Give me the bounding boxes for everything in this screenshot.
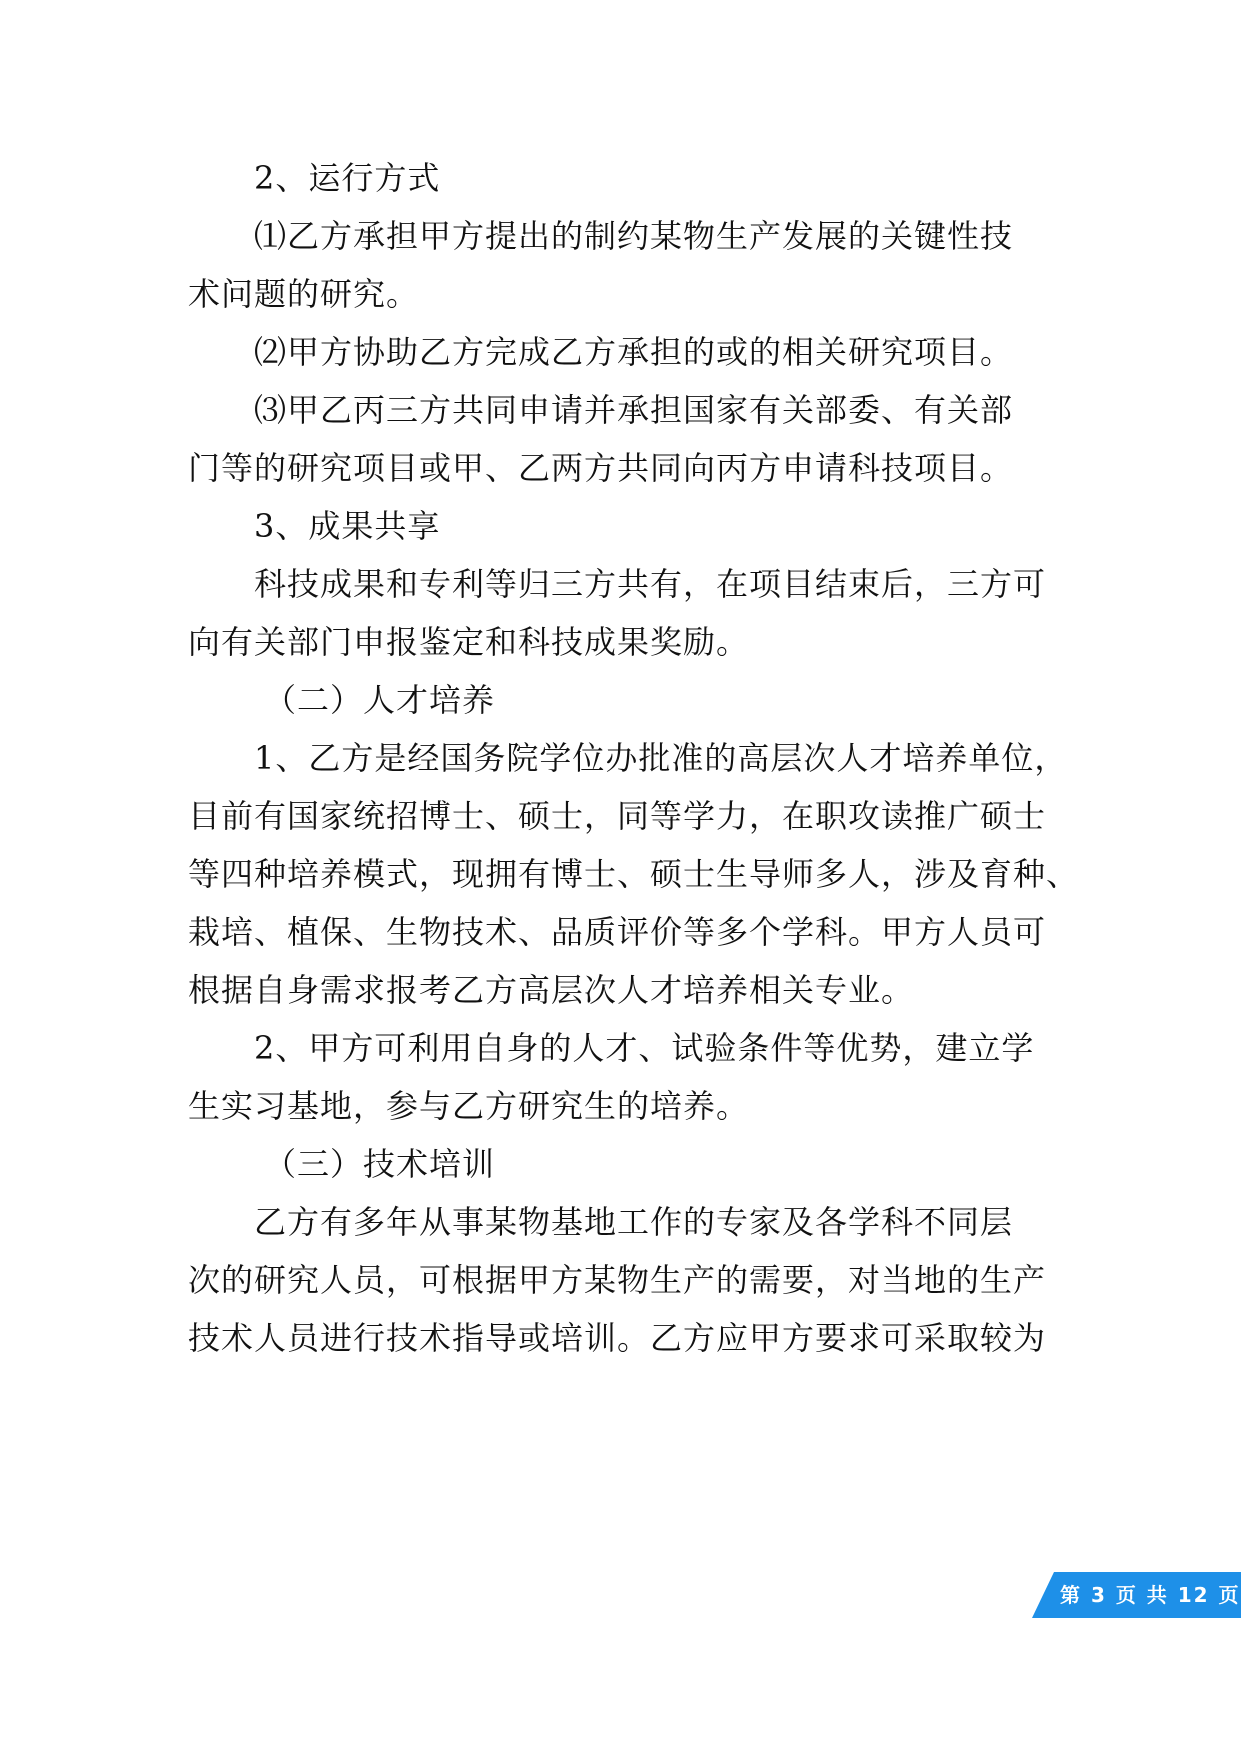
paragraph-line: ⑶甲乙丙三方共同申请并承担国家有关部委、有关部	[254, 391, 1014, 429]
paragraph-line: 向有关部门申报鉴定和科技成果奖励。	[188, 623, 750, 661]
paragraph-line: 技术人员进行技术指导或培训。乙方应甲方要求可采取较为	[188, 1319, 1047, 1357]
paragraph-line: 目前有国家统招博士、硕士，同等学力，在职攻读推广硕士	[188, 797, 1047, 835]
paragraph-line: 栽培、植保、生物技术、品质评价等多个学科。甲方人员可	[188, 913, 1047, 951]
paragraph-line: 1、乙方是经国务院学位办批准的高层次人才培养单位，	[254, 739, 1068, 777]
paragraph-line: 生实习基地，参与乙方研究生的培养。	[188, 1087, 750, 1125]
paragraph-line: ⑴乙方承担甲方提出的制约某物生产发展的关键性技	[254, 217, 1014, 255]
paragraph-line: 根据自身需求报考乙方高层次人才培养相关专业。	[188, 971, 915, 1009]
paragraph-line: 乙方有多年从事某物基地工作的专家及各学科不同层	[254, 1203, 1014, 1241]
paragraph-line: 门等的研究项目或甲、乙两方共同向丙方申请科技项目。	[188, 449, 1014, 487]
paragraph-line: ⑵甲方协助乙方完成乙方承担的或的相关研究项目。	[254, 333, 1014, 371]
paragraph-line: 科技成果和专利等归三方共有，在项目结束后，三方可	[254, 565, 1047, 603]
paragraph-line: 等四种培养模式，现拥有博士、硕士生导师多人，涉及育种、	[188, 855, 1080, 893]
section-heading-results-sharing: 3、成果共享	[254, 507, 441, 545]
section-heading-technical-training: （三）技术培训	[264, 1145, 496, 1183]
paragraph-line: 术问题的研究。	[188, 275, 420, 313]
page-number-label: 第 3 页 共 12 页	[1060, 1583, 1241, 1607]
section-heading-operation-mode: 2、运行方式	[254, 159, 441, 197]
paragraph-line: 2、甲方可利用自身的人才、试验条件等优势，建立学	[254, 1029, 1035, 1067]
paragraph-line: 次的研究人员，可根据甲方某物生产的需要，对当地的生产	[188, 1261, 1047, 1299]
section-heading-talent-training: （二）人才培养	[264, 681, 496, 719]
